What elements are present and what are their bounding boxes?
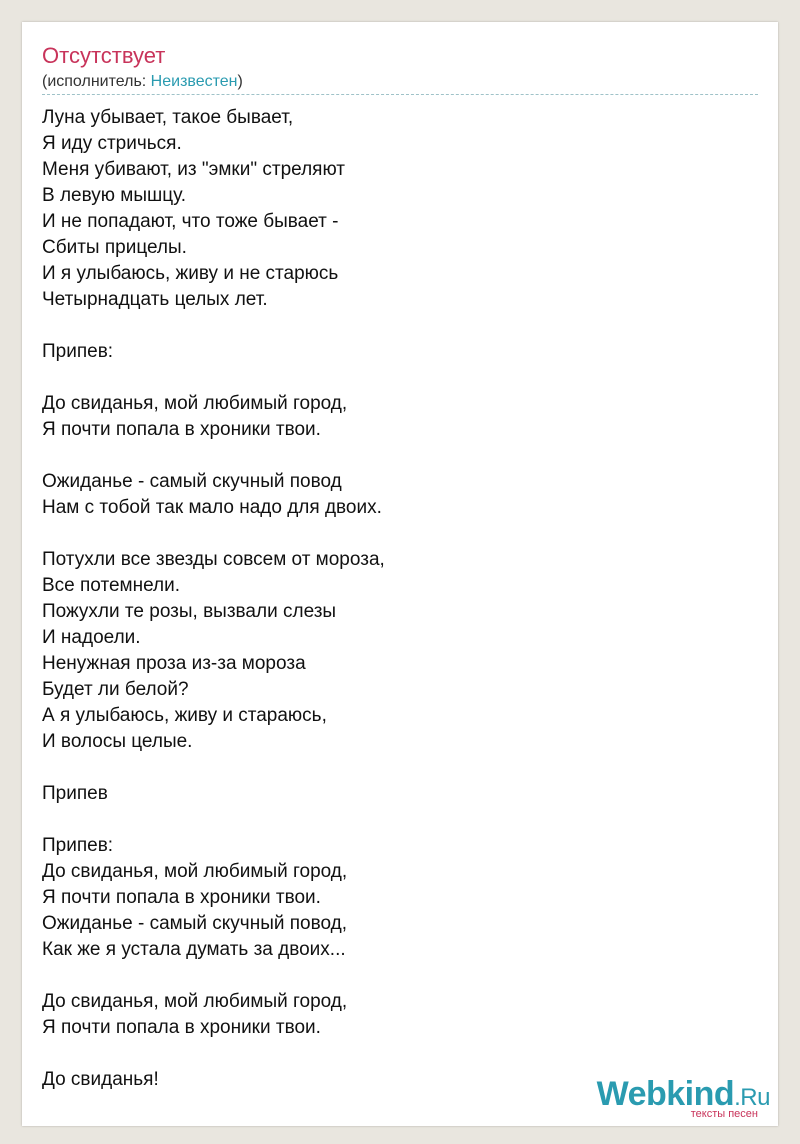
lyrics-stanza [42,547,758,755]
lyrics-line: До свиданья! [42,1069,159,1090]
lyrics-line: Я почти попала в хроники твои. [42,419,321,440]
logo-tld: .Ru [734,1084,770,1111]
lyrics-stanza [42,989,758,1041]
lyrics-line: Пожухли те розы, вызвали слезы [42,601,337,622]
lyrics-stanza [42,391,758,443]
lyrics-line: И волосы целые. [42,731,193,752]
artist-prefix: (исполнитель: [42,73,151,90]
lyrics-stanza [42,833,758,963]
lyrics-stanza [42,105,758,313]
lyrics-line: В левую мышцу. [42,185,187,206]
lyrics-line: Я почти попала в хроники твои. [42,887,321,908]
lyrics-line: Ожиданье - самый скучный повод [42,471,342,492]
title-divider [42,94,758,95]
lyrics-line: И не попадают, что тоже бывает - [42,211,339,232]
song-title: Отсутствует [42,43,166,68]
logo-word: Webkind [596,1075,735,1113]
lyrics-line: Луна убывает, такое бывает, [42,107,294,128]
lyrics-line: Как же я устала думать за двоих... [42,939,346,960]
lyrics-stanza [42,339,758,365]
lyrics-sheet [22,22,778,1126]
lyrics-line: Меня убивают, из "эмки" стреляют [42,159,345,180]
lyrics-line: До свиданья, мой любимый город, [42,861,348,882]
lyrics-line: До свиданья, мой любимый город, [42,991,348,1012]
lyrics-stanza [42,469,758,521]
lyrics-line: Будет ли белой? [42,679,189,700]
lyrics-line: Четырнадцать целых лет. [42,289,268,310]
lyrics-line: И надоели. [42,627,141,648]
lyrics-line: Ожиданье - самый скучный повод, [42,913,347,934]
lyrics-line: Нам с тобой так мало надо для двоих. [42,497,382,518]
artist-line [42,72,243,92]
artist-suffix: ) [237,73,243,90]
lyrics-line: Потухли все звезды совсем от мороза, [42,549,385,570]
artist-link[interactable]: Неизвестен [150,73,238,90]
lyrics-stanza [42,781,758,807]
lyrics-line: До свиданья, мой любимый город, [42,393,348,414]
lyrics-line: Я почти попала в хроники твои. [42,1017,321,1038]
webkind-logo[interactable] [570,1074,770,1120]
lyrics-line: Сбиты прицелы. [42,237,187,258]
lyrics-line: А я улыбаюсь, живу и стараюсь, [42,705,327,726]
lyrics-line: Припев: [42,341,114,362]
lyrics-line: И я улыбаюсь, живу и не старюсь [42,263,339,284]
lyrics-line: Все потемнели. [42,575,180,596]
lyrics-line: Припев: [42,835,114,856]
lyrics-body [42,105,758,1119]
lyrics-line: Я иду стричься. [42,133,182,154]
lyrics-line: Припев [42,783,108,804]
lyrics-line: Ненужная проза из-за мороза [42,653,306,674]
logo-tagline: тексты песен [690,1108,758,1120]
